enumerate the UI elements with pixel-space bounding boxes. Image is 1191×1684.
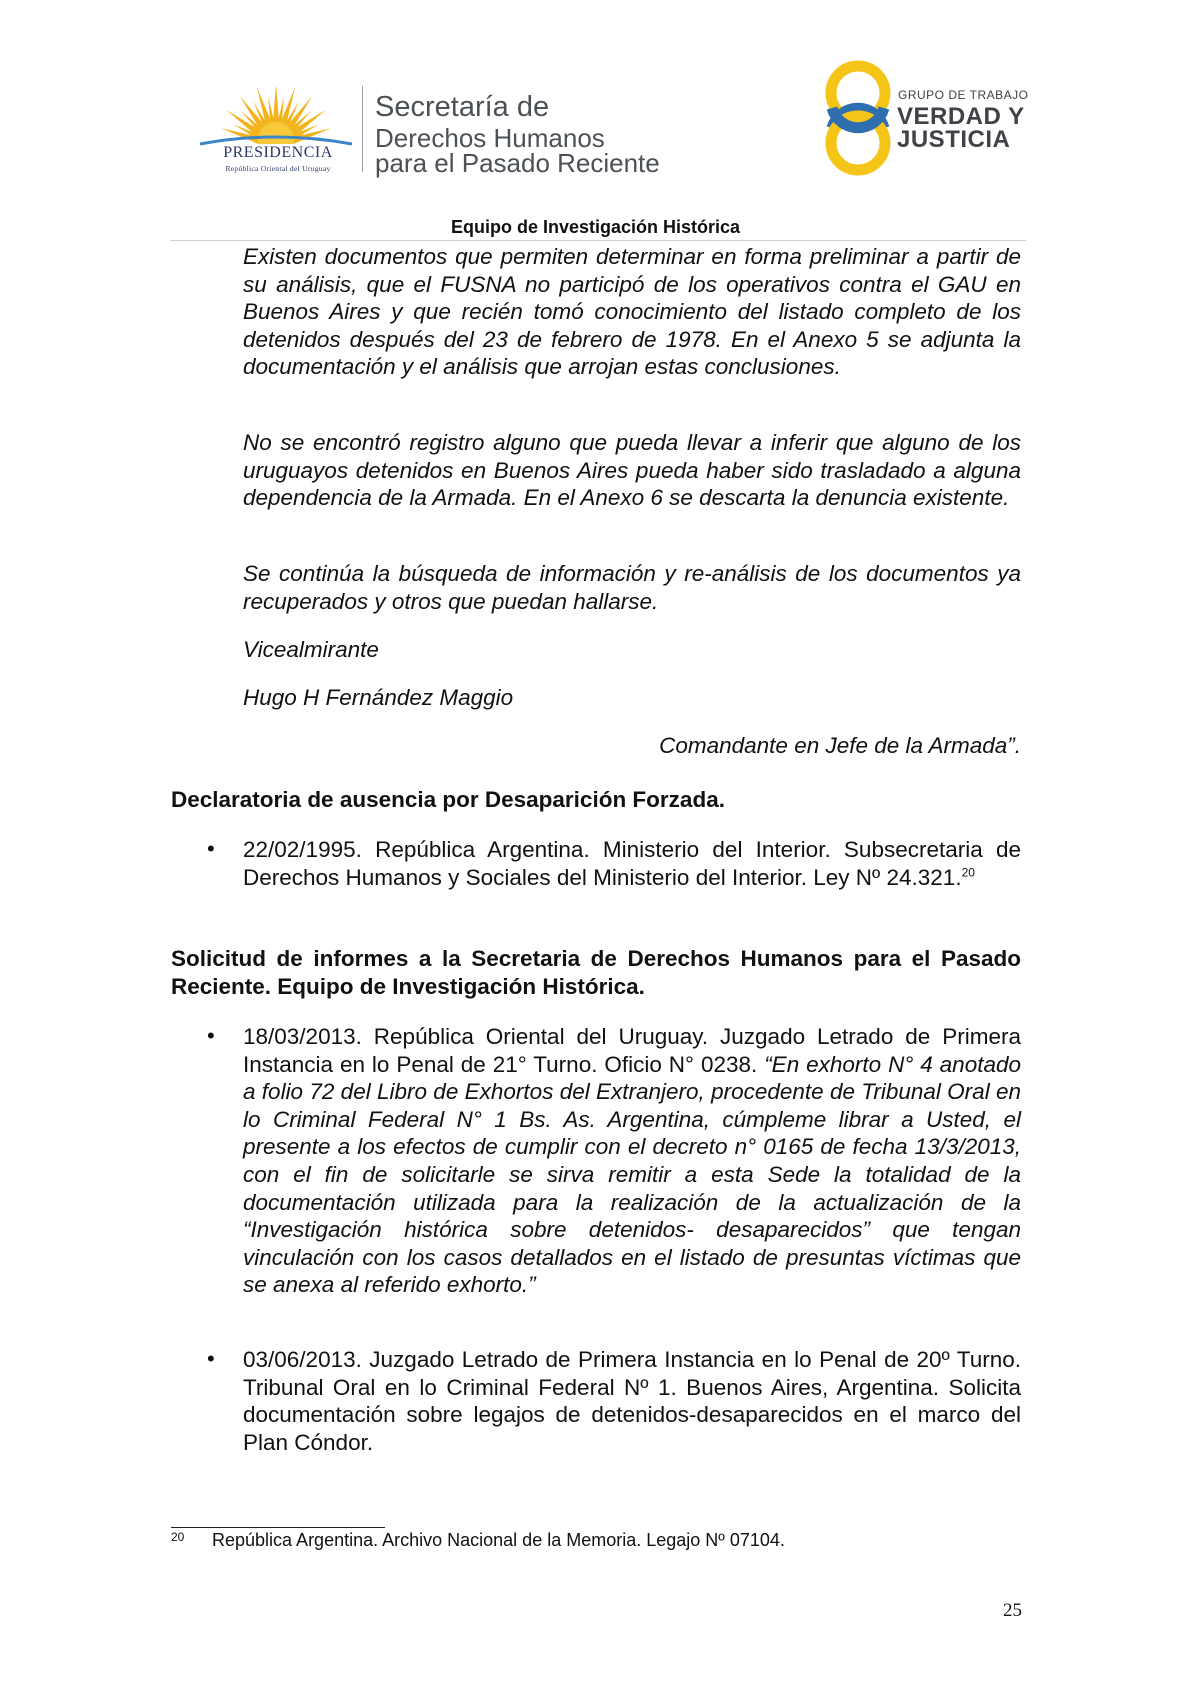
- secretaria-title-line3: para el Pasado Reciente: [375, 148, 660, 178]
- presidencia-label: PRESIDENCIA: [223, 144, 333, 161]
- list-item-quote: “En exhorto N° 4 anotado a folio 72 del Libro de Exhortos del Extranjero, procedente de Tribunal Oral en lo Criminal Federal N° 1 Bs. As. Argentina, cúmpleme librar a Usted, el presente a los efectos de cumplir con el decreto n° 0165 de fecha 13/3/2013, con el fin de solicitarle se sirva remitir a esta Sede la totalidad de la documentación utilizada para la realización de la actualización de la “Investigación histórica sobre detenidos- desaparecidos” que tengan vinculación con los casos detallados en el listado de presuntas víctimas que se anexa al referido exhorto.”: [243, 1051, 1021, 1298]
- gvj-label-line2: VERDAD Y: [897, 103, 1025, 130]
- header-rule: [170, 240, 1026, 241]
- gvj-label-line1: GRUPO DE TRABAJO: [898, 88, 1029, 102]
- bullet-icon: •: [207, 1023, 215, 1048]
- list-item: [243, 836, 1021, 891]
- quote-paragraph-1: Existen documentos que permiten determinar en forma preliminar a partir de su análisis, que el FUSNA no participó de los operativos contra el GAU en Buenos Aires y que recién tomó conocimiento del listado completo de los detenidos después del 23 de febrero de 1978. En el Anexo 5 se adjunta la documentación y el análisis que arrojan estas conclusiones.: [243, 244, 1021, 380]
- presidencia-sun-logo: [196, 82, 356, 148]
- secretaria-title-line1: Secretaría de: [375, 91, 550, 123]
- list-item: 03/06/2013. Juzgado Letrado de Primera Instancia en lo Penal de 20º Turno. Tribunal Oral en lo Criminal Federal Nº 1. Buenos Aires, Argentina. Solicita documentación sobre legajos de detenidos-desaparecidos en el marco del Plan Cóndor.: [243, 1347, 1021, 1455]
- footnote-number: 20: [171, 1530, 185, 1544]
- footnote-rule: [171, 1527, 385, 1528]
- list-item-text: 18/03/2013. República Oriental del Uruguay. Juzgado Letrado de Primera Instancia en lo Penal de 21° Turno. Oficio N° 0238.: [243, 1024, 1021, 1077]
- section-heading-declaratoria: Declaratoria de ausencia por Desaparición Forzada.: [171, 787, 725, 812]
- bullet-icon: •: [207, 836, 215, 861]
- footnote-ref: 20: [961, 865, 975, 880]
- section-heading-solicitud: Solicitud de informes a la Secretaria de Derechos Humanos para el Pasado Reciente. Equipo de Investigación Histórica.: [171, 946, 1021, 999]
- presidencia-sublabel: República Oriental del Uruguay: [225, 164, 331, 173]
- quote-paragraph-3: Se continúa la búsqueda de información y re-análisis de los documentos ya recuperados y otros que puedan hallarse.: [243, 561, 1021, 614]
- list-item: [243, 1023, 1021, 1299]
- header-divider: [362, 86, 363, 172]
- page-number: 25: [1003, 1600, 1022, 1621]
- signatory-rank: Vicealmirante: [243, 637, 379, 662]
- verdad-justicia-rings-logo: [818, 56, 898, 180]
- bullet-icon: •: [207, 1346, 215, 1371]
- secretaria-title-line2: Derechos Humanos: [375, 123, 605, 153]
- footnote-text: República Argentina. Archivo Nacional de la Memoria. Legajo Nº 07104.: [212, 1530, 785, 1550]
- team-title: Equipo de Investigación Histórica: [450, 217, 741, 237]
- signatory-role: Comandante en Jefe de la Armada”.: [659, 733, 1021, 758]
- quote-paragraph-2: No se encontró registro alguno que pueda llevar a inferir que alguno de los uruguayos detenidos en Buenos Aires pueda haber sido trasladado a alguna dependencia de la Armada. En el Anexo 6 se descarta la denuncia existente.: [243, 430, 1021, 511]
- signatory-name: Hugo H Fernández Maggio: [243, 685, 514, 710]
- list-item-text: 22/02/1995. República Argentina. Ministerio del Interior. Subsecretaria de Derechos Humanos y Sociales del Ministerio del Interior. Ley Nº 24.321.: [243, 837, 1021, 890]
- gvj-label-line3: JUSTICIA: [897, 126, 1011, 153]
